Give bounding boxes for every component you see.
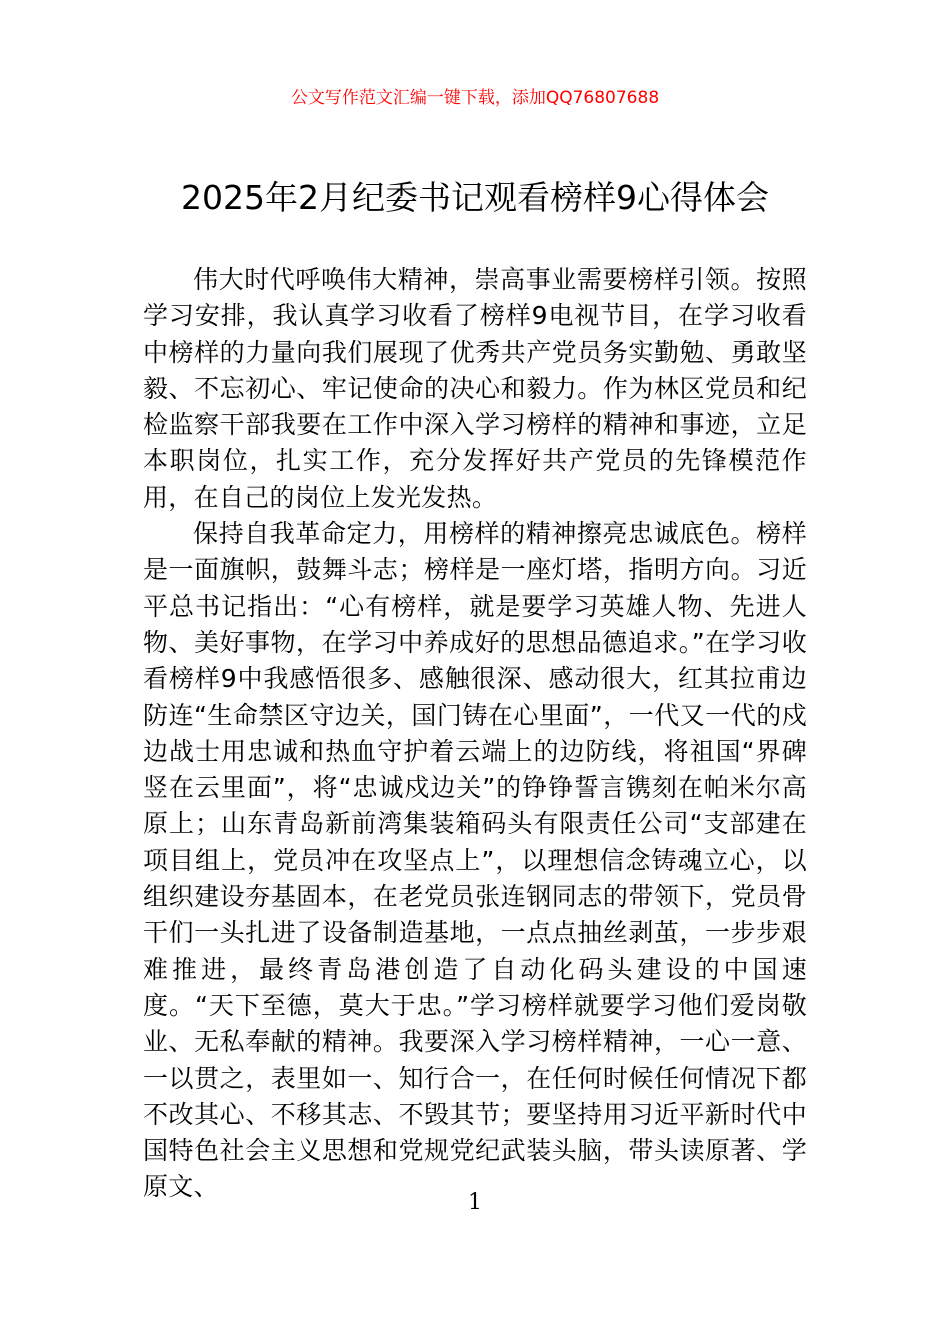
document-body xyxy=(143,262,807,1206)
page-number: 1 xyxy=(468,1190,482,1215)
document-title: 2025年2月纪委书记观看榜样9心得体会 xyxy=(181,178,769,217)
paragraph: 伟大时代呼唤伟大精神，崇高事业需要榜样引领。按照学习安排，我认真学习收看了榜样9电视节目，在学习收看中榜样的力量向我们展现了优秀共产党员务实勤勉、勇敢坚毅、不忘初心、牢记使命的决心和毅力。作为林区党员和纪检监察干部我要在工作中深入学习榜样的精神和事迹，立足本职岗位，扎实工作，充分发挥好共产党员的先锋模范作用，在自己的岗位上发光发热。 xyxy=(143,265,807,512)
paragraph: 保持自我革命定力，用榜样的精神擦亮忠诚底色。榜样是一面旗帜，鼓舞斗志；榜样是一座灯塔，指明方向。习近平总书记指出：“心有榜样，就是要学习英雄人物、先进人物、美好事物，在学习中养成好的思想品德追求。”在学习收看榜样9中我感悟很多、感触很深、感动很大，红其拉甫边防连“生命禁区守边关，国门铸在心里面”，一代又一代的戍边战士用忠诚和热血守护着云端上的边防线，将祖国“界碑竖在云里面”，将“忠诚戍边关”的铮铮誓言镌刻在帕米尔高原上；山东青岛新前湾集装箱码头有限责任公司“支部建在项目组上，党员冲在攻坚点上”，以理想信念铸魂立心，以组织建设夯基固本，在老党员张连钢同志的带领下，党员骨干们一头扎进了设备制造基地，一点点抽丝剥茧，一步步艰难推进，最终青岛港创造了自动化码头建设的中国速度。“天下至德，莫大于忠。”学习榜样就要学习他们爱岗敬业、无私奉献的精神。我要深入学习榜样精神，一心一意、一以贯之，表里如一、知行合一，在任何时候任何情况下都不改其心、不移其志、不毁其节；要坚持用习近平新时代中国特色社会主义思想和党规党纪武装头脑，带头读原著、学原文、 xyxy=(143,519,807,1202)
download-notice: 公文写作范文汇编一键下载，添加QQ76807688 xyxy=(290,88,660,108)
